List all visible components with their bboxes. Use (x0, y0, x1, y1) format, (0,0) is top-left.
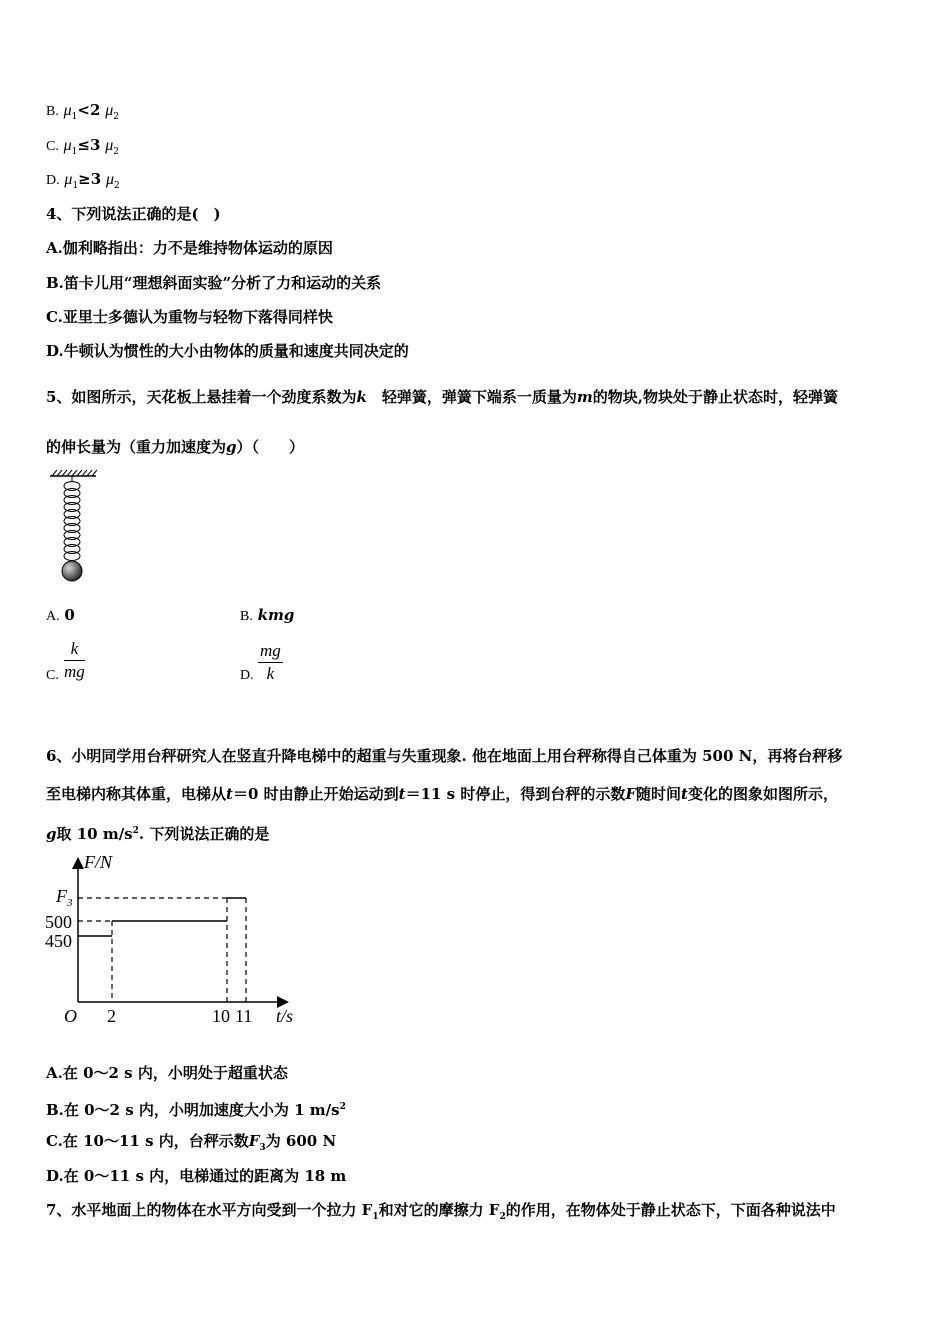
q6-option-b: B.在 0～2 s 内，小明加速度大小为 1 $m/s^2$ (46, 1101, 346, 1119)
y-tick-450: 450 (45, 931, 72, 951)
q5-option-b: B. kmg (240, 606, 295, 624)
q4-option-b: B.笛卡儿用“理想斜面实验”分析了力和运动的关系 (46, 274, 382, 292)
q4-stem: 4、下列说法正确的是( ) (46, 205, 221, 223)
q5-stem-line2: 的伸长量为（重力加速度为g）（ ） (46, 438, 305, 456)
q6-option-c: C.在 10～11 s 内，台秤示数$F_3$为 600 N (46, 1132, 337, 1153)
q3-option-d: D. $\mu_1\ge 3$ $\mu_2$ (46, 170, 120, 191)
q7-stem: 7、水平地面上的物体在水平方向受到一个拉力 $F_1$和对它的摩擦力 $F_2$的作用，在物体处于静止状态下，下面各种说法中 (46, 1201, 836, 1222)
y-axis-label: F/N (84, 852, 113, 872)
y-tick-f3: $F_3$ (56, 886, 73, 909)
spring-diagram (46, 468, 106, 586)
q5-option-c-label: C. (46, 668, 59, 683)
y-tick-500: 500 (45, 912, 72, 932)
x-axis-label: t/s (276, 1006, 294, 1026)
q6-stem-line1: 6、小明同学用台秤研究人在竖直升降电梯中的超重与失重现象. 他在地面上用台秤称得自己体重为 500 N，再将台秤移 (46, 747, 843, 765)
q5-option-d-fraction: $\frac{mg}{k}$ (260, 641, 281, 683)
q5-option-c-fraction: $\frac{k}{mg}$ (64, 639, 85, 681)
q3-option-c: C. $\mu_1\le 3$ $\mu_2$ (46, 136, 119, 157)
x-tick-2: 2 (107, 1006, 116, 1026)
q4-option-d: D.牛顿认为惯性的大小由物体的质量和速度共同决定的 (46, 342, 409, 360)
q4-option-a: A.伽利略指出：力不是维持物体运动的原因 (46, 239, 333, 257)
x-tick-11: 11 (235, 1006, 253, 1026)
q5-stem-line1: 5、如图所示，天花板上悬挂着一个劲度系数为k 轻弹簧，弹簧下端系一质量为m的物块,物块处于静止状态时，轻弹簧 (46, 388, 838, 406)
q5-option-d-label: D. (240, 668, 254, 683)
q6-stem-line2: 至电梯内称其体重，电梯从t＝0 时由静止开始运动到t＝11 s 时停止，得到台秤的示数F随时间t变化的图象如图所示， (46, 785, 838, 803)
x-tick-10: 10 (212, 1006, 230, 1026)
q5-option-a: A. 0 (46, 606, 75, 624)
q4-option-c: C.亚里士多德认为重物与轻物下落得同样快 (46, 308, 333, 326)
origin-label: O (64, 1006, 77, 1026)
q6-option-d: D.在 0～11 s 内，电梯通过的距离为 18 m (46, 1167, 347, 1185)
q3-option-b: B. $\mu_1<2$ $\mu_2$ (46, 101, 119, 122)
force-time-graph (40, 850, 310, 1032)
q6-option-a: A.在 0～2 s 内，小明处于超重状态 (46, 1064, 288, 1082)
q6-stem-line3: g取 10 $m/s^2$. 下列说法正确的是 (46, 825, 270, 843)
